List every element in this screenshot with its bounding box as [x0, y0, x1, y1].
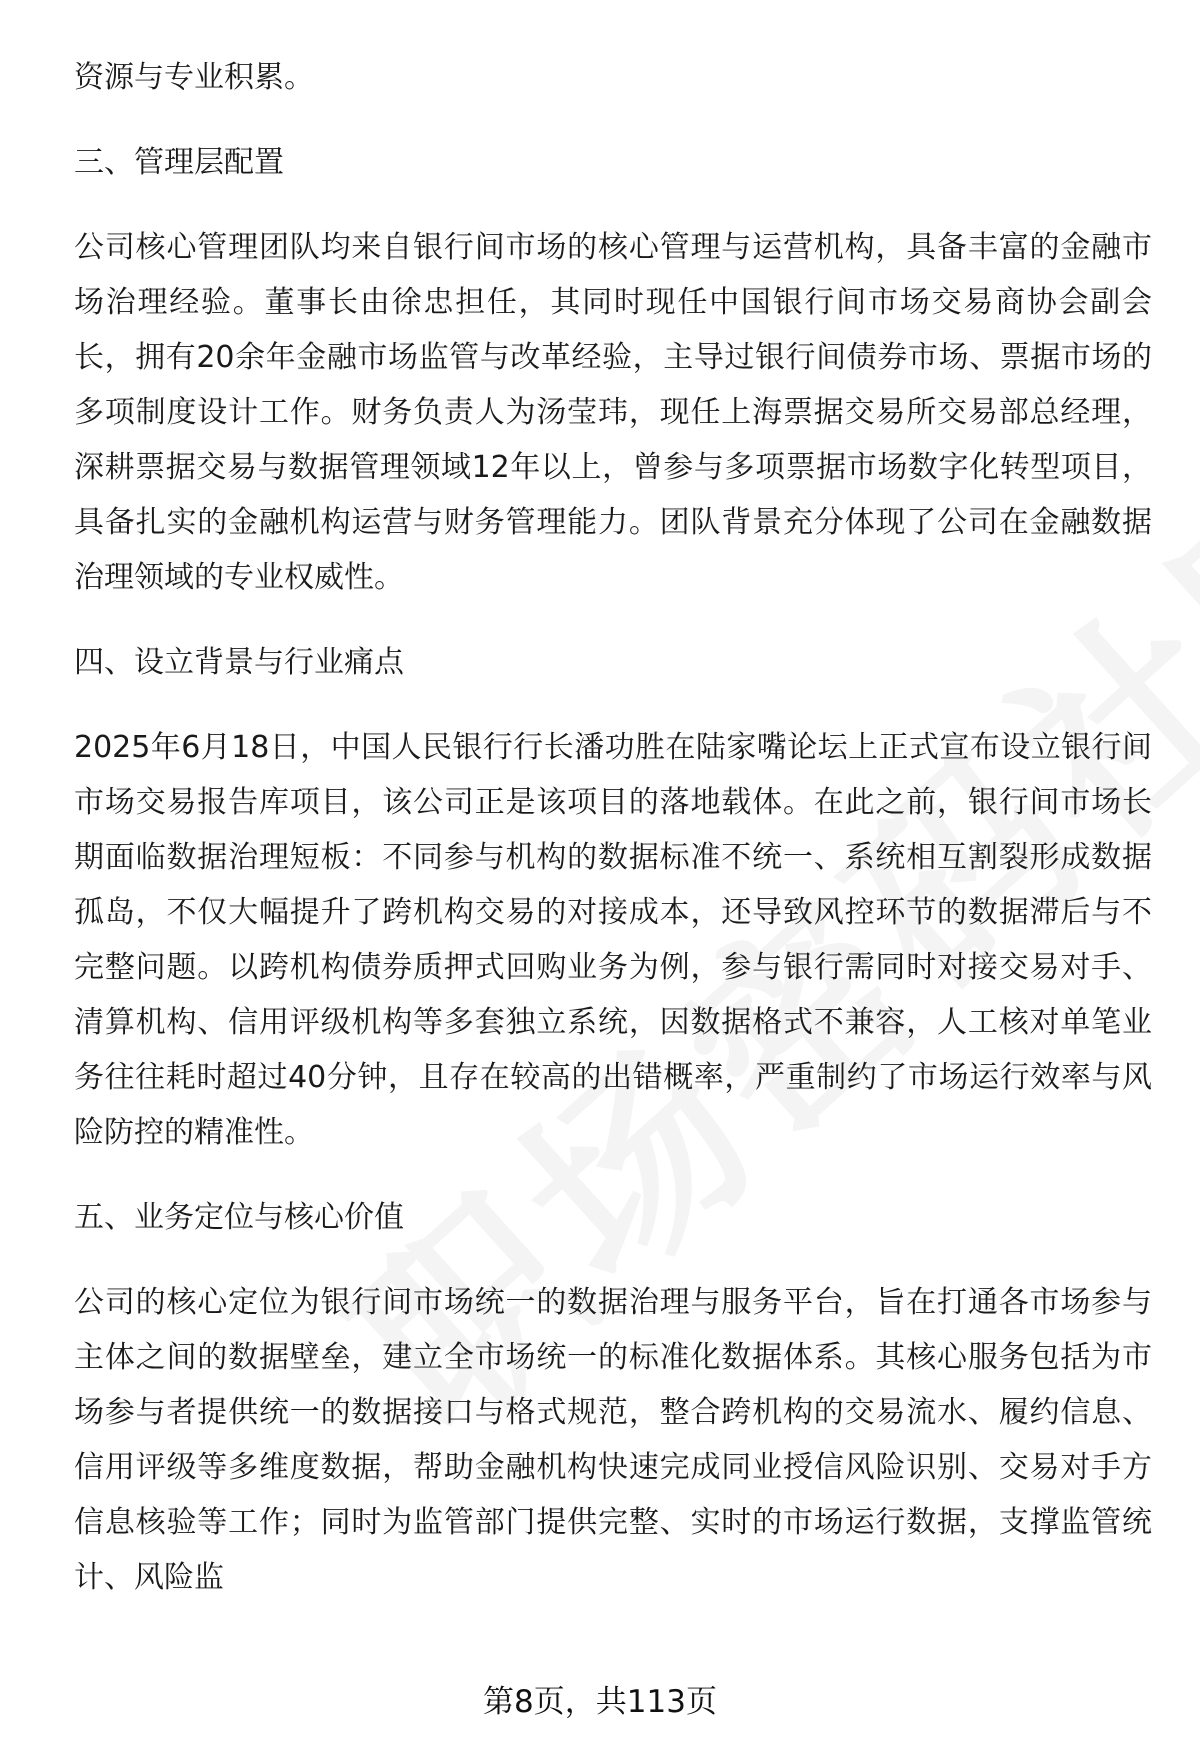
document-body: [74, 50, 1152, 1635]
section-heading-background: 四、设立背景与行业痛点: [74, 645, 404, 680]
paragraph-management: 公司核心管理团队均来自银行间市场的核心管理与运营机构，具备丰富的金融市场治理经验。董事长由徐忠担任，其同时现任中国银行间市场交易商协会副会长，拥有20余年金融市场监管与改革经验，主导过银行间债券市场、票据市场的多项制度设计工作。财务负责人为汤莹玮，现任上海票据交易所交易部总经理，深耕票据交易与数据管理领域12年以上，曾参与多项票据市场数字化转型项目，具备扎实的金融机构运营与财务管理能力。团队背景充分体现了公司在金融数据治理领域的专业权威性。: [74, 230, 1152, 595]
paragraph-positioning: 公司的核心定位为银行间市场统一的数据治理与服务平台，旨在打通各市场参与主体之间的数据壁垒，建立全市场统一的标准化数据体系。其核心服务包括为市场参与者提供统一的数据接口与格式规范，整合跨机构的交易流水、履约信息、信用评级等多维度数据，帮助金融机构快速完成同业授信风险识别、交易对手方信息核验等工作；同时为监管部门提供完整、实时的市场运行数据，支撑监管统计、风险监: [74, 1285, 1152, 1595]
page-number-footer: 第8页，共113页: [483, 1684, 717, 1720]
paragraph-continuation: 资源与专业积累。: [74, 60, 314, 95]
paragraph-background: 2025年6月18日，中国人民银行行长潘功胜在陆家嘴论坛上正式宣布设立银行间市场交易报告库项目，该公司正是该项目的落地载体。在此之前，银行间市场长期面临数据治理短板：不同参与机构的数据标准不统一、系统相互割裂形成数据孤岛，不仅大幅提升了跨机构交易的对接成本，还导致风控环节的数据滞后与不完整问题。以跨机构债券质押式回购业务为例，参与银行需同时对接交易对手、清算机构、信用评级机构等多套独立系统，因数据格式不兼容，人工核对单笔业务往往耗时超过40分钟，且存在较高的出错概率，严重制约了市场运行效率与风险防控的精准性。: [74, 730, 1152, 1150]
section-heading-management: 三、管理层配置: [74, 145, 284, 180]
section-heading-positioning: 五、业务定位与核心价值: [74, 1200, 404, 1235]
